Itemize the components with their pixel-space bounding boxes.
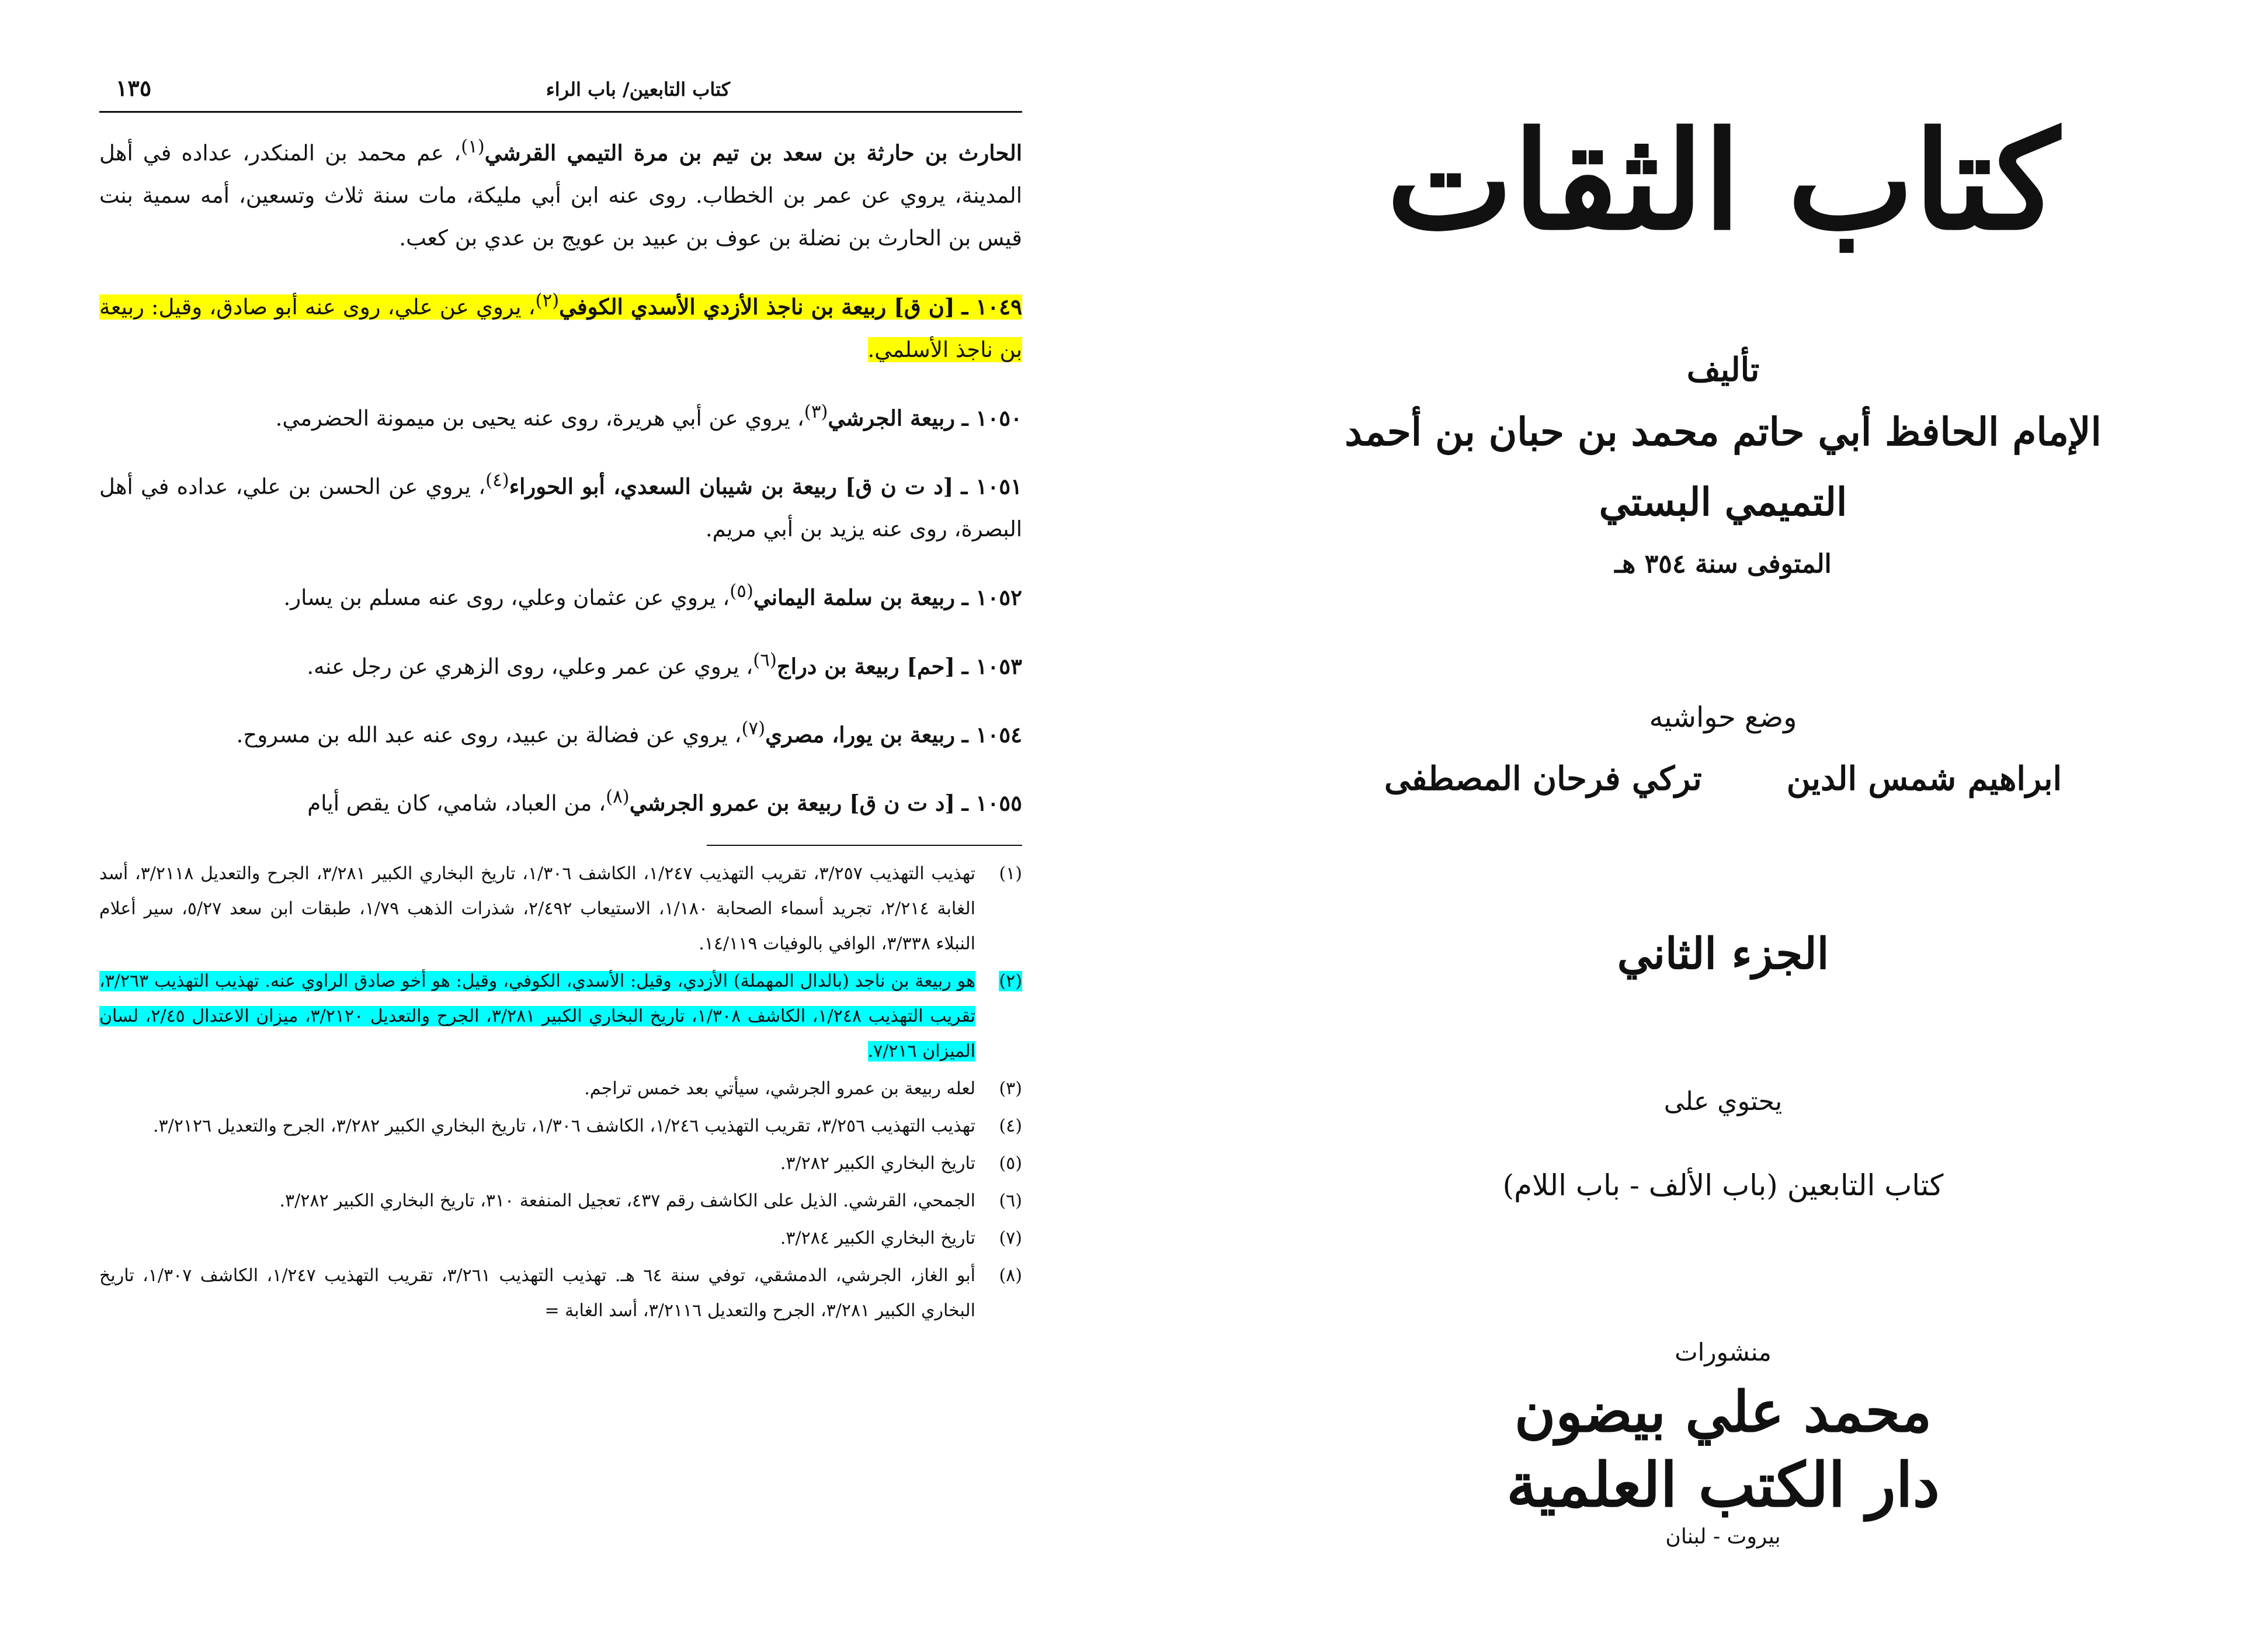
entry-number: ١٠٥٤ ـ <box>961 721 1022 748</box>
footnote-text <box>99 964 975 1069</box>
entries <box>99 126 1022 825</box>
entry-name: ربيعة بن يورا، مصري <box>765 721 955 748</box>
footnote-number: (٥) <box>999 1153 1022 1174</box>
publisher-label: منشورات <box>1675 1338 1772 1366</box>
title-page <box>1343 70 2103 1566</box>
entry-text: ، يروي عن عمر وعلي، روى الزهري عن رجل عنه. <box>307 653 753 679</box>
footnote-number: (٨) <box>999 1265 1022 1286</box>
entry-1052 <box>99 570 1022 619</box>
editor-left: تركي فرحان المصطفى <box>1384 759 1702 798</box>
footnote-ref: (٤) <box>485 469 509 491</box>
entry-name: ربيعة بن سلمة اليماني <box>753 584 955 610</box>
footnote-ref: (١) <box>461 136 485 157</box>
highlight-yellow <box>99 290 1022 362</box>
entry-text: ، يروي عن علي، روى عنه أبو صادق، وقيل: ربيعة بن ناجذ الأسلمي. <box>99 294 1022 362</box>
book-title: كتاب الثقات <box>1387 102 2059 260</box>
footnote-ref: (٥) <box>730 581 753 602</box>
running-title: كتاب التابعين/ باب الراء <box>546 78 730 100</box>
entry-name: ربيعة الجرشي <box>828 404 955 431</box>
entry-number: ١٠٥١ ـ <box>961 473 1022 499</box>
footnote-8 <box>99 1258 1022 1328</box>
entry-text: ، يروي عن أبي هريرة، روى عنه يحيى بن ميمونة الحضرمي. <box>275 405 804 431</box>
author-nisba: التميمي البستي <box>1599 479 1847 525</box>
footnote-ref: (٧) <box>741 717 766 739</box>
annotation-label: وضع حواشيه <box>1649 701 1797 734</box>
entry-harith <box>99 126 1022 259</box>
footnote-number: (٤) <box>999 1115 1022 1136</box>
footnote-3 <box>99 1071 1022 1106</box>
volume-label: الجزء الثاني <box>1617 929 1829 979</box>
entry-text: ، من العباد، شامي، كان يقص أيام <box>307 790 606 816</box>
entry-number: ١٠٥٠ ـ <box>961 404 1022 431</box>
footnote-text: لعله ربيعة بن عمرو الجرشي، سيأتي بعد خمس تراجم. <box>584 1078 975 1099</box>
editor-right: ابراهيم شمس الدين <box>1786 759 2062 798</box>
footnote-text: تهذيب التهذيب ٣/٢٥٦، تقريب التهذيب ١/٢٤٦، الكاشف ١/٣٠٦، تاريخ البخاري الكبير ٣/٢٨٢، الجرح والتعديل ٣/٢١٢٦. <box>152 1115 975 1136</box>
footnote-ref: (٣) <box>804 401 828 422</box>
footnote-4 <box>99 1109 1022 1144</box>
footnote-ref: (٨) <box>606 786 630 808</box>
footnote-text: أبو الغاز، الجرشي، الدمشقي، توفي سنة ٦٤ هـ. تهذيب التهذيب ٣/٢٦١، تقريب التهذيب ١/٢٤٧، الكاشف ١/٣٠٧، تاريخ البخاري الكبير ٣/٢٨١، الجرح والتعديل ٣/٢١١٦، أسد الغابة = <box>99 1265 976 1321</box>
entry-1055 <box>99 776 1022 824</box>
running-head <box>99 70 1022 113</box>
entry-1053 <box>99 639 1022 688</box>
footnote-text: تهذيب التهذيب ٣/٢٥٧، تقريب التهذيب ١/٢٤٧، الكاشف ١/٣٠٦، تاريخ البخاري الكبير ٣/٢٨١، الجرح والتعديل ٣/٢١١٨، أسد الغابة ٢/٢١٤، تجريد أسماء الصحابة ١/١٨٠، الاستيعاب ٢/٤٩٢، شذرات الذهب ١/٧٩، طبقات ابن سعد ٥/٢٧، سير أعلام النبلاء ٣/٣٣٨، الوافي بالوفيات ١٤/١١٩. <box>99 863 976 954</box>
highlight-cyan: (٢) <box>999 970 1022 991</box>
page-number: ١٣٥ <box>116 75 152 101</box>
footnote-1 <box>99 856 1022 962</box>
entry-name: [حم] ربيعة بن دراج <box>776 653 955 679</box>
footnote-ref: (٦) <box>753 649 777 671</box>
footnote-separator <box>707 845 1022 846</box>
entry-number: ١٠٥٢ ـ <box>961 584 1022 610</box>
entry-number: ١٠٥٣ ـ <box>961 653 1022 679</box>
entry-text: ، عم محمد بن المنكدر، عداده في أهل المدينة، يروي عن عمر بن الخطاب. روى عنه ابن أبي مليكة، مات سنة ثلاث وتسعين، أمه سمية بنت قيس بن الحارث بن نضلة بن عوف بن عبيد بن عويج بن عدي بن كعب. <box>99 140 1022 251</box>
author-death-year: المتوفى سنة ٣٥٤ هـ <box>1614 549 1832 579</box>
contents-description: كتاب التابعين (باب الألف - باب اللام) <box>1502 1168 1944 1202</box>
footnote-number: (٧) <box>999 1227 1022 1248</box>
entry-number: ١٠٥٥ ـ <box>961 790 1022 816</box>
entry-text: ، يروي عن فضالة بن عبيد، روى عنه عبد الله بن مسروح. <box>236 722 742 748</box>
entry-name: الحارث بن حارثة بن سعد بن تيم بن مرة التيمي القرشي <box>484 140 1022 166</box>
footnote-number <box>975 964 1022 1069</box>
footnote-2 <box>99 964 1022 1069</box>
entry-text: ، يروي عن عثمان وعلي، روى عنه مسلم بن يسار. <box>283 585 730 610</box>
entry-name: [د ت ن ق] ربيعة بن شيبان السعدي، أبو الحوراء <box>509 473 954 499</box>
footnote-text: تاريخ البخاري الكبير ٣/٢٨٢. <box>780 1153 975 1174</box>
author-label: تأليف <box>1686 351 1760 389</box>
footnote-number: (٦) <box>999 1190 1022 1211</box>
entry-number: ١٠٤٩ ـ <box>961 293 1022 320</box>
publisher-city: بيروت - لبنان <box>1665 1525 1781 1549</box>
entry-text: ، يروي عن الحسن بن علي، عداده في أهل البصرة، روى عنه يزيد بن أبي مريم. <box>99 474 1022 542</box>
highlight-cyan: هو ربيعة بن ناجد (بالدال المهملة) الأزدي، وقيل: الأسدي، الكوفي، وقيل: هو أخو صادق الراوي عنه. تهذيب التهذيب ٣/٢٦٣، تقريب التهذيب ١/٢٤٨، الكاشف ١/٣٠٨، تاريخ البخاري الكبير ٣/٢٨١، الجرح والتعديل ٣/٢١٢٠، ميزان الاعتدال ٢/٤٥، لسان الميزان ٧/٢١٦. <box>99 970 976 1061</box>
footnote-text: الجمحي، القرشي. الذيل على الكاشف رقم ٤٣٧، تعجيل المنفعة ٣١٠، تاريخ البخاري الكبير ٣/٢٨٢. <box>279 1190 975 1211</box>
entry-1049 <box>99 279 1022 370</box>
footnote-6 <box>99 1184 1022 1219</box>
publisher-house: دار الكتب العلمية <box>1506 1449 1940 1521</box>
footnote-5 <box>99 1146 1022 1181</box>
entry-1054 <box>99 707 1022 756</box>
entry-1050 <box>99 391 1022 439</box>
footnote-text: تاريخ البخاري الكبير ٣/٢٨٤. <box>780 1227 975 1248</box>
footnote-number: (١) <box>999 863 1022 884</box>
editors <box>1343 759 2103 798</box>
footnote-ref: (٢) <box>535 290 560 311</box>
publisher-name: محمد علي بيضون <box>1514 1379 1932 1445</box>
footnote-number: (٣) <box>999 1078 1022 1099</box>
contains-label: يحتوي على <box>1663 1087 1783 1116</box>
author-name: الإمام الحافظ أبي حاتم محمد بن حبان بن أحمد <box>1345 409 2102 455</box>
footnote-7 <box>99 1221 1022 1256</box>
left-page <box>99 70 1022 1566</box>
entry-name: [ن ق] ربيعة بن ناجذ الأزدي الأسدي الكوفي <box>559 293 955 320</box>
footnotes <box>99 856 1022 1328</box>
entry-name: [د ت ن ق] ربيعة بن عمرو الجرشي <box>629 790 955 816</box>
entry-1051 <box>99 459 1022 550</box>
